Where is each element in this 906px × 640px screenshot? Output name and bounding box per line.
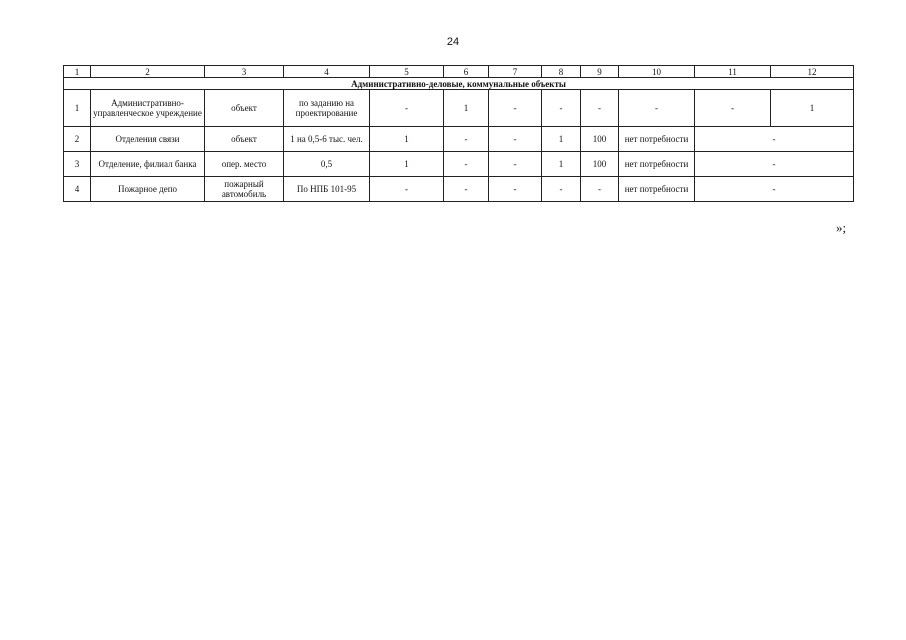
- cell-8: -: [542, 90, 581, 127]
- cell-12: 1: [771, 90, 854, 127]
- facilities-table: [63, 65, 854, 202]
- cell-10: нет потребности: [619, 177, 695, 202]
- norm: По НПБ 101-95: [284, 177, 370, 202]
- cell-8: 1: [542, 152, 581, 177]
- row-number: 1: [64, 90, 91, 127]
- norm: 0,5: [284, 152, 370, 177]
- cell-10: нет потребности: [619, 127, 695, 152]
- cell-6: 1: [444, 90, 489, 127]
- table-row: [64, 152, 854, 177]
- column-header: 2: [91, 66, 205, 78]
- cell-5: 1: [370, 127, 444, 152]
- cell-5: 1: [370, 152, 444, 177]
- column-header: 7: [489, 66, 542, 78]
- column-header: 4: [284, 66, 370, 78]
- column-header: 10: [619, 66, 695, 78]
- cell-7: -: [489, 127, 542, 152]
- table-row: [64, 90, 854, 127]
- norm: по заданию на проектирование: [284, 90, 370, 127]
- merged-cell-11-12: -: [695, 177, 854, 202]
- column-header: 11: [695, 66, 771, 78]
- unit: опер. место: [205, 152, 284, 177]
- column-header: 5: [370, 66, 444, 78]
- cell-5: -: [370, 90, 444, 127]
- page-number: 24: [446, 36, 460, 48]
- column-header: 8: [542, 66, 581, 78]
- unit: объект: [205, 90, 284, 127]
- column-header: 3: [205, 66, 284, 78]
- cell-9: -: [581, 90, 619, 127]
- unit: пожарный автомобиль: [205, 177, 284, 202]
- unit: объект: [205, 127, 284, 152]
- closing-quote-mark: »;: [836, 220, 847, 235]
- cell-11: -: [695, 90, 771, 127]
- cell-8: 1: [542, 127, 581, 152]
- header-row: [64, 66, 854, 78]
- cell-6: -: [444, 152, 489, 177]
- facility-name: Отделение, филиал банка: [91, 152, 205, 177]
- row-number: 2: [64, 127, 91, 152]
- cell-9: 100: [581, 127, 619, 152]
- norm: 1 на 0,5-6 тыс. чел.: [284, 127, 370, 152]
- cell-6: -: [444, 127, 489, 152]
- column-header: 6: [444, 66, 489, 78]
- merged-cell-11-12: -: [695, 152, 854, 177]
- facility-name: Административно-управленческое учреждение: [91, 90, 205, 127]
- table-row: [64, 127, 854, 152]
- cell-6: -: [444, 177, 489, 202]
- table-row: [64, 177, 854, 202]
- cell-10: -: [619, 90, 695, 127]
- cell-9: 100: [581, 152, 619, 177]
- cell-7: -: [489, 177, 542, 202]
- facility-name: Отделения связи: [91, 127, 205, 152]
- row-number: 3: [64, 152, 91, 177]
- cell-8: -: [542, 177, 581, 202]
- row-number: 4: [64, 177, 91, 202]
- cell-7: -: [489, 90, 542, 127]
- cell-9: -: [581, 177, 619, 202]
- column-header: 1: [64, 66, 91, 78]
- facility-name: Пожарное депо: [91, 177, 205, 202]
- column-header: 9: [581, 66, 619, 78]
- cell-10: нет потребности: [619, 152, 695, 177]
- section-title: Административно-деловые, коммунальные объекты: [64, 78, 854, 90]
- cell-5: -: [370, 177, 444, 202]
- section-row: [64, 78, 854, 90]
- column-header: 12: [771, 66, 854, 78]
- cell-7: -: [489, 152, 542, 177]
- merged-cell-11-12: -: [695, 127, 854, 152]
